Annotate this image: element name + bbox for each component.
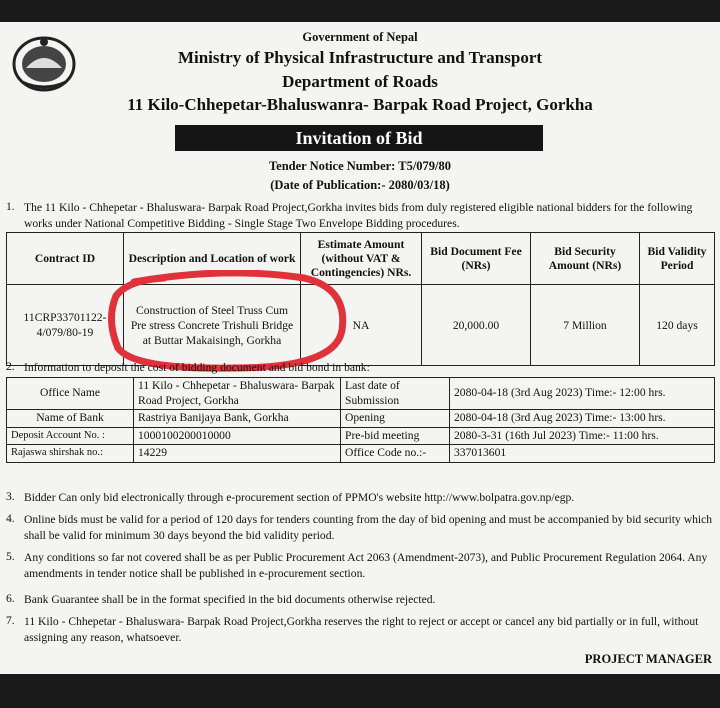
opening-value: 2080-04-18 (3rd Aug 2023) Time:- 13:00 hrs.	[450, 410, 715, 428]
clause-2-text: Information to deposit the cost of bidding document and bid bond in bank:	[24, 361, 370, 374]
clause-number: 5.	[6, 550, 15, 563]
notice-title: Invitation of Bid	[175, 125, 543, 151]
clause-number: 6.	[6, 592, 15, 605]
deposit-value: 1000100200010000	[134, 427, 341, 445]
estimate-cell: NA	[301, 285, 422, 366]
bank-info-table	[6, 377, 715, 463]
office-name-value: 11 Kilo - Chhepetar - Bhaluswara- Barpak Road Project, Gorkha	[134, 378, 341, 410]
last-date-value: 2080-04-18 (3rd Aug 2023) Time:- 12:00 hrs.	[450, 378, 715, 410]
project-heading: 11 Kilo-Chhepetar-Bhaluswanra- Barpak Road Project, Gorkha	[127, 95, 593, 114]
doc-fee-cell: 20,000.00	[422, 285, 531, 366]
clause-number: 3.	[6, 490, 15, 503]
government-heading: Government of Nepal	[302, 30, 418, 44]
bank-label: Name of Bank	[7, 410, 134, 428]
security-cell: 7 Million	[531, 285, 640, 366]
opening-label: Opening	[341, 410, 450, 428]
header-description: Description and Location of work	[124, 233, 301, 285]
contract-id-cell: 11CRP33701122-4/079/80-19	[7, 285, 124, 366]
header-security: Bid Security Amount (NRs)	[531, 233, 640, 285]
clause-5-text: Any conditions so far not covered shall be as per Public Procurement Act 2063 (Amendment-2073), and Public Procurement Regulation 2064. Any amendments in tender notice shall be published in e-procurement section.	[24, 551, 708, 580]
last-date-label: Last date of Submission	[341, 378, 450, 410]
deposit-label: Deposit Account No. :	[7, 427, 134, 445]
table-row	[7, 427, 715, 445]
clause-number: 1.	[6, 200, 15, 213]
bid-notice-document	[0, 22, 720, 674]
header-estimate: Estimate Amount (without VAT & Contingencies) NRs.	[301, 233, 422, 285]
prebid-label: Pre-bid meeting	[341, 427, 450, 445]
table-row	[7, 285, 715, 366]
tender-number: Tender Notice Number: T5/079/80	[268, 159, 452, 173]
clause-1-text: The 11 Kilo - Chhepetar - Bhaluswara- Barpak Road Project,Gorkha invites bids from duly registered eligible national bidders for the following works under National Competitive Bidding - Single Stage Two Envelope Bidding procedures.	[24, 201, 693, 230]
header-contract-id: Contract ID	[7, 233, 124, 285]
signature: PROJECT MANAGER	[584, 652, 712, 666]
table-row	[7, 410, 715, 428]
clause-number: 7.	[6, 614, 15, 627]
bank-value: Rastriya Banijaya Bank, Gorkha	[134, 410, 341, 428]
clause-4-text: Online bids must be valid for a period of 120 days for tenders counting from the day of bid opening and must be accompanied by bid security which shall be valid for minimum 30 days beyond the bid validity period.	[24, 513, 713, 542]
rajaswa-value: 14229	[134, 445, 341, 463]
clause-3-text: Bidder Can only bid electronically through e-procurement section of PPMO's website http://www.bolpatra.gov.np/egp.	[24, 491, 575, 504]
table-row	[7, 378, 715, 410]
rajaswa-label: Rajaswa shirshak no.:	[7, 445, 134, 463]
ministry-heading: Ministry of Physical Infrastructure and Transport	[177, 48, 543, 67]
header-doc-fee: Bid Document Fee (NRs)	[422, 233, 531, 285]
office-name-label: Office Name	[7, 378, 134, 410]
office-code-value: 337013601	[450, 445, 715, 463]
clause-number: 2.	[6, 360, 15, 373]
publication-date: (Date of Publication:- 2080/03/18)	[270, 178, 450, 192]
table-row	[7, 445, 715, 463]
office-code-label: Office Code no.:-	[341, 445, 450, 463]
clause-7-text: 11 Kilo - Chhepetar - Bhaluswara- Barpak Road Project,Gorkha reserves the right to reject or accept or cancel any bid partially or in full, without assigning any reason, whatsoever.	[24, 615, 699, 644]
prebid-value: 2080-3-31 (16th Jul 2023) Time:- 11:00 hrs.	[450, 427, 715, 445]
bid-table	[6, 232, 715, 366]
clause-number: 4.	[6, 512, 15, 525]
description-cell: Construction of Steel Truss Cum Pre stress Concrete Trishuli Bridge at Buttar Makaisingh, Gorkha	[124, 285, 301, 366]
validity-cell: 120 days	[640, 285, 715, 366]
header-validity: Bid Validity Period	[640, 233, 715, 285]
department-heading: Department of Roads	[282, 72, 438, 91]
clause-6-text: Bank Guarantee shall be in the format specified in the bid documents otherwise rejected.	[24, 593, 436, 606]
